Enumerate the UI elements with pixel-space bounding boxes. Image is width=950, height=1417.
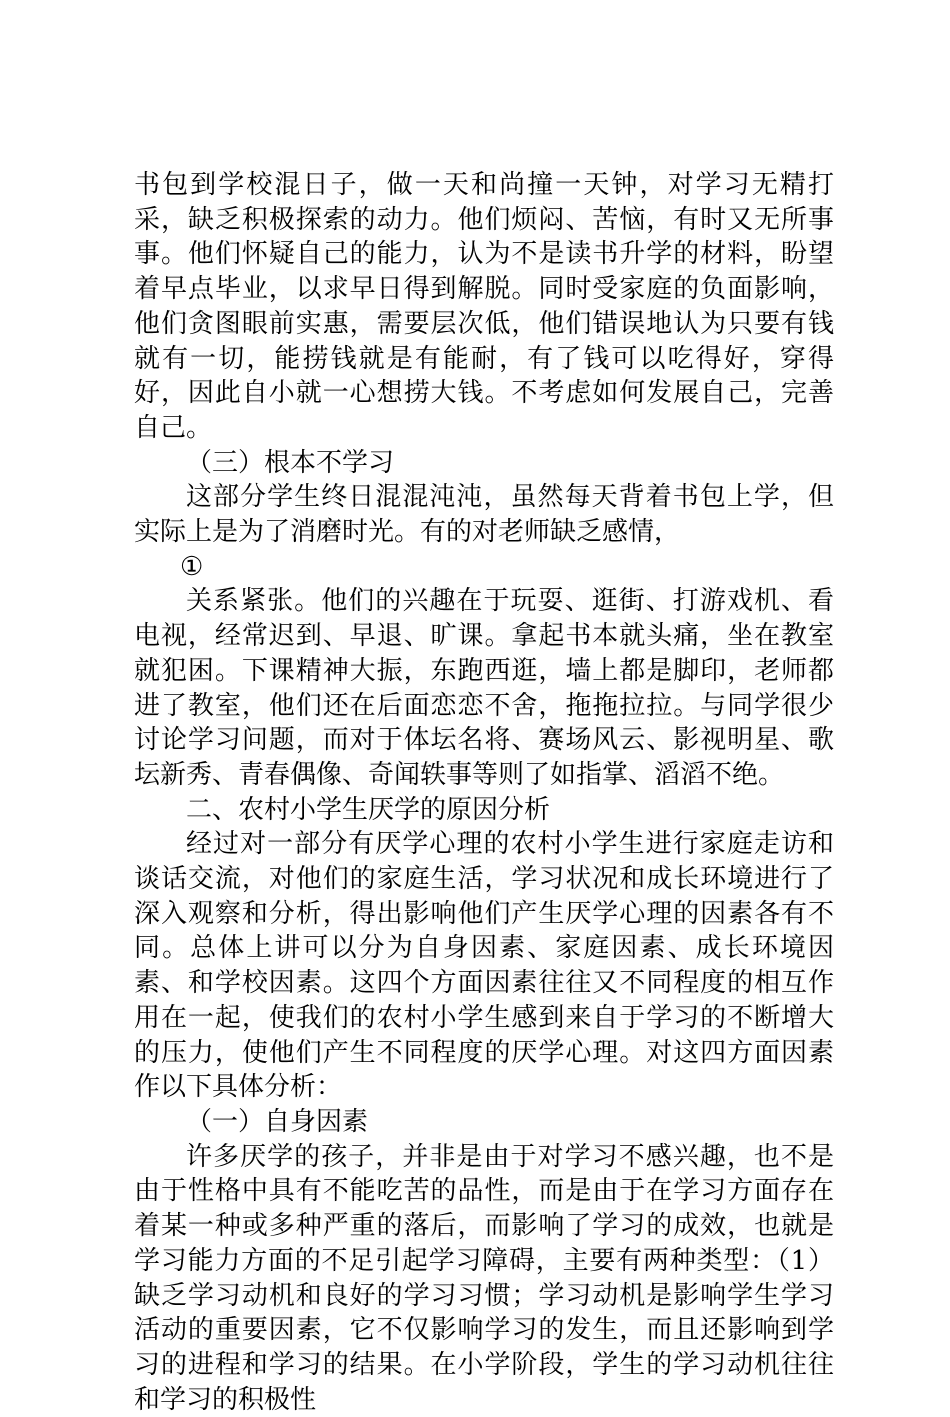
document-body	[134, 168, 834, 1417]
paragraph-not-studying-detail: 关系紧张。他们的兴趣在于玩耍、逛街、打游戏机、看电视，经常迟到、早退、旷课。拿起书本就头痛，坐在教室就犯困。下课精神大振，东跑西逛，墙上都是脚印，老师都进了教室，他们还在后面恋恋不舍，拖拖拉拉。与同学很少讨论学习问题，而对于体坛名将、赛场风云、影视明星、歌坛新秀、青春偶像、奇闻轶事等则了如指掌、滔滔不绝。	[134, 586, 834, 790]
footnote-marker: ①	[180, 551, 204, 582]
section-heading-cause-analysis: 二、农村小学生厌学的原因分析	[186, 794, 551, 825]
section-heading-self-factors: （一）自身因素	[186, 1106, 369, 1137]
paragraph-self-factors: 许多厌学的孩子，并非是由于对学习不感兴趣，也不是由于性格中具有不能吃苦的品性，而是由于在学习方面存在着某一种或多种严重的落后，而影响了学习的成效，也就是学习能力方面的不足引起学习障碍，主要有两种类型：（1）缺乏学习动机和良好的学习习惯；学习动机是影响学生学习活动的重要因素，它不仅影响学习的发生，而且还影响到学习的进程和学习的结果。在小学阶段，学生的学习动机往往和学习的积极性	[134, 1141, 834, 1415]
paragraph-not-studying-intro: 这部分学生终日混混沌沌，虽然每天背着书包上学，但实际上是为了消磨时光。有的对老师缺乏感情，	[134, 482, 834, 548]
paragraph-continuation: 书包到学校混日子，做一天和尚撞一天钟，对学习无精打采，缺乏积极探索的动力。他们烦闷、苦恼，有时又无所事事。他们怀疑自己的能力，认为不是读书升学的材料，盼望着早点毕业，以求早日得到解脱。同时受家庭的负面影响，他们贪图眼前实惠，需要层次低，他们错误地认为只要有钱就有一切，能捞钱就是有能耐，有了钱可以吃得好，穿得好，因此自小就一心想捞大钱。不考虑如何发展自己，完善自己。	[134, 170, 834, 443]
section-heading-not-studying: （三）根本不学习	[186, 447, 395, 478]
paragraph-cause-analysis: 经过对一部分有厌学心理的农村小学生进行家庭走访和谈话交流，对他们的家庭生活，学习状况和成长环境进行了深入观察和分析，得出影响他们产生厌学心理的因素各有不同。总体上讲可以分为自身因素、家庭因素、成长环境因素、和学校因素。这四个方面因素往往又不同程度的相互作用在一起，使我们的农村小学生感到来自于学习的不断增大的压力，使他们产生不同程度的厌学心理。对这四方面因素作以下具体分析：	[134, 829, 834, 1103]
